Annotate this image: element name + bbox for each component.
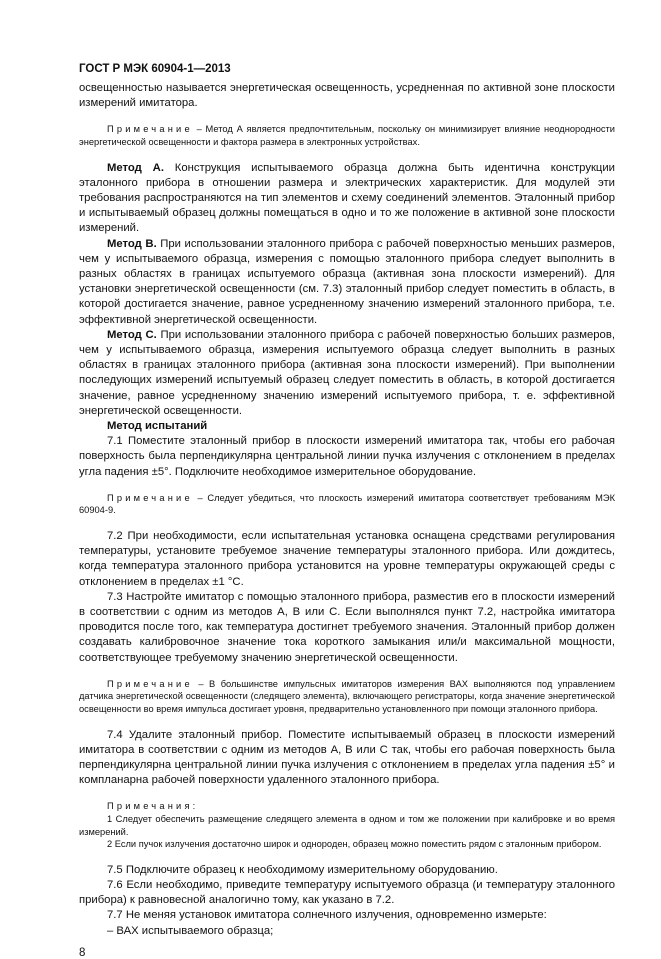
note-3	[79, 678, 615, 716]
note-text: – Метод А является предпочтительным, поскольку он минимизирует влияние неоднородности энергетической освещенности и фактора размера в электронных устройствах.	[79, 124, 615, 147]
method-b-title: Метод В.	[107, 237, 157, 250]
note-4-item-2: 2 Если пучок излучения достаточно широк и однороден, образец можно поместить рядом с эталонным прибором.	[107, 839, 602, 850]
page-number: 8	[79, 946, 86, 959]
test-method-heading: Метод испытаний	[107, 420, 208, 433]
method-b-text: При использовании эталонного прибора с рабочей поверхностью меньших размеров, чем у испытываемого образца, измерения с помощью эталонного прибора следует выполнить в разных областях в границах испытуемого образца (активная зона плоскости измерений). Для установки энергетической освещенности (см. 7.3) эталонный прибор следует поместить в область, в которой достигается значение, равное усредненному значению измерений эталонного прибора, т.е. эффективной энергетической освещенности.	[79, 237, 615, 326]
paragraph-7-1: 7.1 Поместите эталонный прибор в плоскости измерений имитатора так, чтобы его рабочая поверхность была перпендикулярна центральной линии пучка излучения с отклонением в пределах угла падения ±5°. Подключите необходимое измерительное оборудование.	[79, 435, 615, 478]
paragraph-7-3: 7.3 Настройте имитатор с помощью эталонного прибора, разместив его в плоскости измерений в соответствии с одним из методов А, В или С. Если выполнялся пункт 7.2, настройка имитатора проводится после того, как температура достигнет требуемого значения. Эталонный прибор должен создавать калибровочное значение тока короткого замыкания или/и максимальной мощности, соответствующее требуемому значению энергетической освещенности.	[79, 590, 615, 664]
notes-label: Примечания:	[107, 801, 199, 812]
note-2	[79, 492, 615, 517]
note-text: – В большинстве импульсных имитаторов измерения ВАХ выполняются под управлением датчика энергетической освещенности (следящего элемента), включающего регистраторы, когда значение энергетической освещенности во время импульса достигает уровня, предварительно установленного при помощи эталонного прибора.	[79, 678, 615, 715]
note-label: Примечание	[107, 492, 193, 503]
paragraph-7-5: 7.5 Подключите образец к необходимому измерительному оборудованию.	[107, 863, 498, 876]
notes-4-label	[79, 800, 615, 813]
document-page	[79, 63, 615, 959]
method-a-title: Метод А.	[107, 161, 164, 174]
intro-paragraph: освещенностью называется энергетическая освещенность, усредненная по активной зоне плоскости измерений имитатора.	[79, 82, 615, 110]
paragraph-7-2: 7.2 При необходимости, если испытательная установка оснащена средствами регулирования температуры, установите требуемое значение температуры эталонного прибора. Или дождитесь, когда температура эталонного прибора установится на уровне температуры окружающей среды с отклонением в пределах ±1 °С.	[79, 530, 615, 588]
note-1	[79, 123, 615, 148]
paragraph-7-7: 7.7 Не меняя установок имитатора солнечного излучения, одновременно измерьте:	[107, 909, 547, 922]
method-c-title: Метод С.	[107, 328, 157, 341]
document-header: ГОСТ Р МЭК 60904-1—2013	[79, 63, 231, 75]
note-text: – Следует убедиться, что плоскость измерений имитатора соответствует требованиям МЭК 60904-9.	[79, 492, 615, 516]
list-item: – ВАХ испытываемого образца;	[107, 924, 274, 937]
method-c-text: При использовании эталонного прибора с рабочей поверхностью больших размеров, чем у испытываемого образца, измерения испытуемого образца следует выполнить в разных областях в границах эталонного прибора (активная зона плоскости измерений). При выполнении последующих измерений испытуемый образец следует поместить в область, в которой достигается значение, равное усредненному значению измерений испытуемого прибора, т. е. эффективной энергетической освещенности.	[79, 328, 615, 417]
note-4-item-1: 1 Следует обеспечить размещение следящего элемента в одном и том же положении при калибровке и во время измерений.	[79, 814, 615, 837]
note-label: Примечание	[107, 678, 193, 689]
method-b-paragraph	[79, 237, 615, 328]
method-c-paragraph	[79, 328, 615, 419]
paragraph-7-6: 7.6 Если необходимо, приведите температуру испытуемого образца (и температуру эталонного прибора) к равновесной аналогично тому, как указано в 7.2.	[79, 879, 615, 907]
paragraph-7-4: 7.4 Удалите эталонный прибор. Поместите испытываемый образец в плоскости измерений имитатора в соответствии с одним из методов А, В или С так, чтобы его рабочая поверхность была перпендикулярна центральной линии пучка излучения с отклонением в пределах угла падения ±5° и компланарна рабочей поверхности удаленного эталонного прибора.	[79, 728, 615, 787]
note-label: Примечание	[107, 124, 193, 135]
method-a-text: Конструкция испытываемого образца должна быть идентична конструкции эталонного прибора в отношении размера и электрических характеристик. Для модулей эти требования распространяются на тип элементов и схему соединений элементов. Эталонный прибор и испытываемый образец должны помещаться в одно и то же положение в активной зоне плоскости измерений.	[79, 161, 615, 235]
method-a-paragraph	[79, 161, 615, 237]
